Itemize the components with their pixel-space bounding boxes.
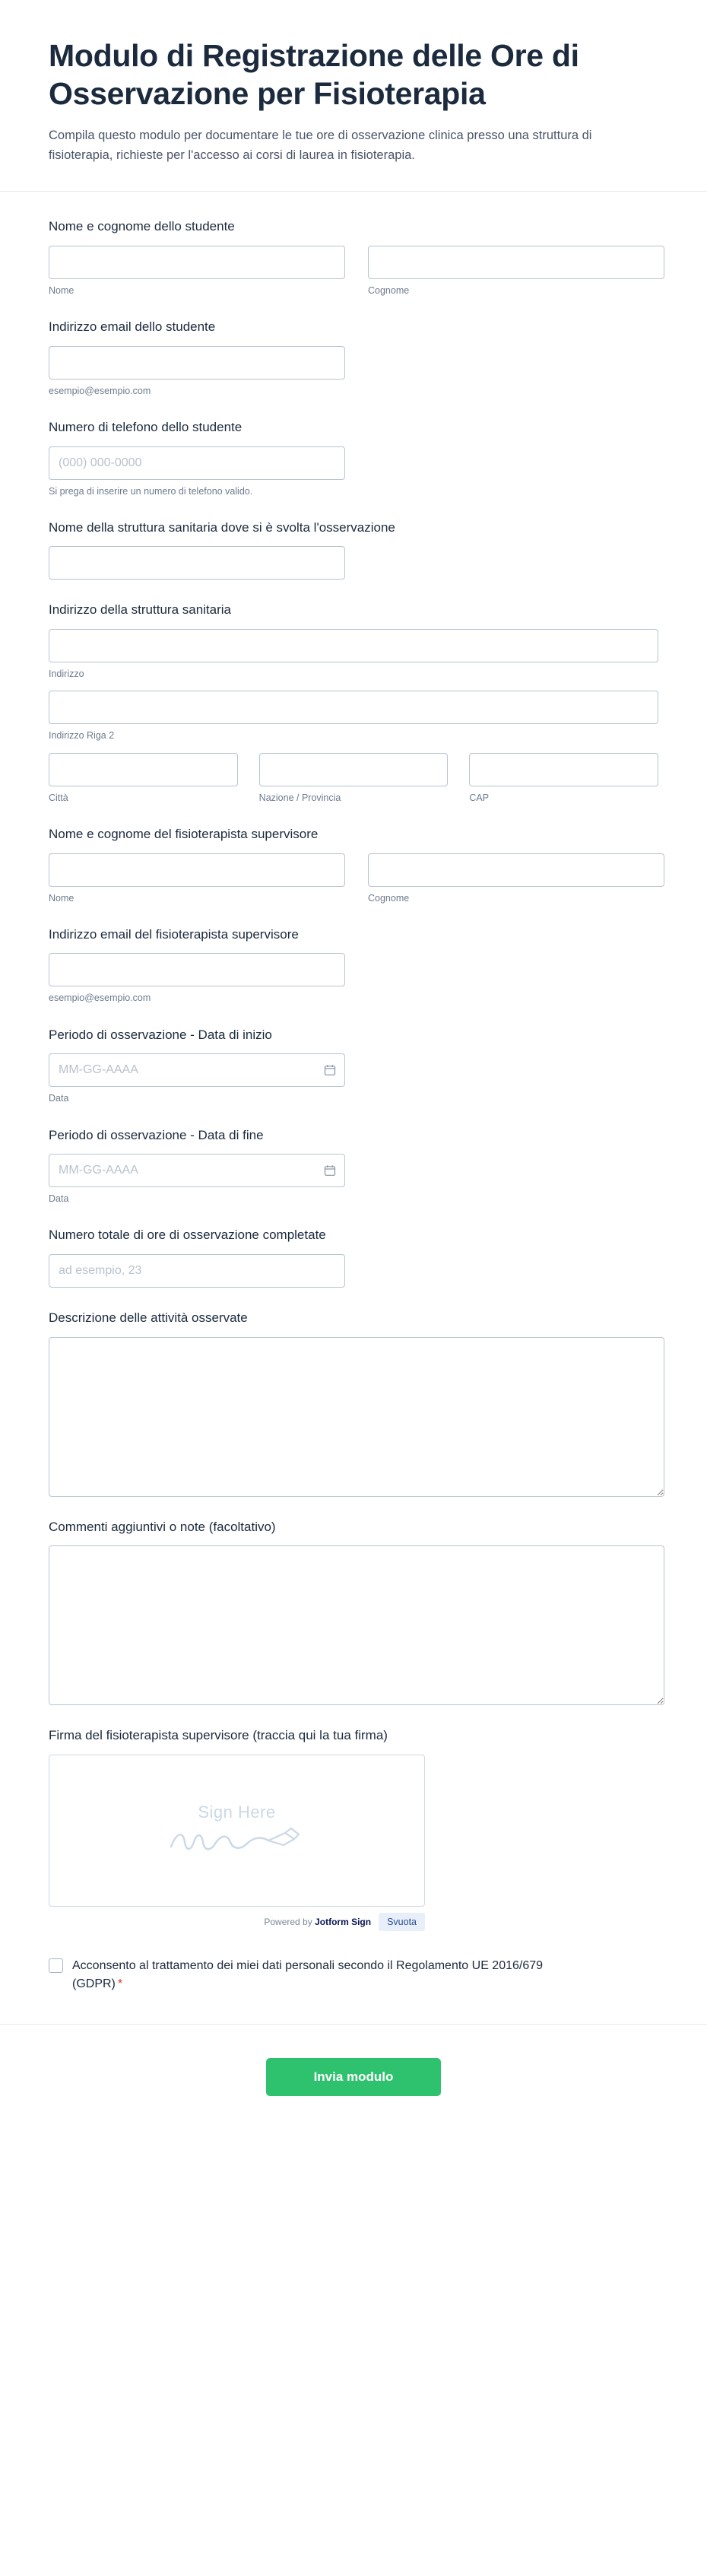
total-hours-input[interactable] (49, 1254, 345, 1288)
clear-signature-button[interactable]: Svuota (379, 1913, 425, 1931)
supervisor-last-name-input[interactable] (368, 853, 664, 887)
supervisor-first-name-group (49, 853, 345, 904)
address-city-group (49, 753, 238, 804)
student-phone-group (49, 446, 345, 497)
student-name-row (49, 246, 658, 297)
end-date-sublabel: Data (49, 1193, 69, 1205)
form-questions (0, 192, 707, 1993)
required-asterisk: * (117, 1977, 123, 1990)
end-date-group (49, 1154, 345, 1187)
signature-scribble-icon (157, 1824, 317, 1859)
question-supervisor-name (49, 825, 658, 904)
end-date-label: Periodo di osservazione - Data di fine (49, 1127, 264, 1142)
address-zip-input[interactable] (469, 753, 658, 786)
student-first-name-sublabel: Nome (49, 284, 75, 296)
address-street2-group (49, 691, 658, 742)
signature-label: Firma del fisioterapista supervisore (traccia qui la tua firma) (49, 1728, 388, 1743)
student-email-label: Indirizzo email dello studente (49, 319, 216, 335)
form-header (0, 0, 707, 192)
address-street-sublabel: Indirizzo (49, 669, 84, 680)
address-street-input[interactable] (49, 629, 658, 662)
supervisor-name-label: Nome e cognome del fisioterapista supervisore (49, 826, 319, 841)
student-email-group (49, 346, 345, 397)
supervisor-last-name-group (368, 853, 664, 904)
student-last-name-input[interactable] (368, 246, 664, 279)
supervisor-first-name-input[interactable] (49, 853, 345, 887)
facility-name-label: Nome della struttura sanitaria dove si è svolta l'osservazione (49, 519, 395, 535)
end-date-input[interactable] (49, 1154, 345, 1187)
address-street2-input[interactable] (49, 691, 658, 724)
activities-label: Descrizione delle attività osservate (49, 1310, 248, 1326)
start-date-sublabel: Data (49, 1093, 69, 1104)
powered-by-text (264, 1917, 371, 1927)
address-street-group (49, 629, 658, 680)
student-email-input[interactable] (49, 346, 345, 380)
signature-footer (49, 1913, 425, 1931)
supervisor-last-name-sublabel: Cognome (368, 892, 410, 904)
page-title: Modulo di Registrazione delle Ore di Osservazione per Fisioterapia (49, 38, 579, 112)
start-date-input[interactable] (49, 1053, 345, 1087)
supervisor-name-row (49, 853, 658, 904)
question-end-date (49, 1126, 658, 1205)
question-student-name (49, 218, 658, 297)
address-zip-group (469, 753, 658, 804)
supervisor-email-label: Indirizzo email del fisioterapista supervisore (49, 926, 299, 942)
address-zip-sublabel: CAP (469, 792, 490, 803)
question-signature (49, 1726, 658, 1931)
start-date-group (49, 1053, 345, 1087)
signature-placeholder (157, 1803, 317, 1859)
supervisor-email-group (49, 953, 345, 1004)
student-first-name-group (49, 246, 345, 297)
student-email-sublabel: esempio@esempio.com (49, 385, 151, 396)
comments-textarea[interactable] (49, 1545, 664, 1705)
supervisor-first-name-sublabel: Nome (49, 892, 75, 904)
form-description: Compila questo modulo per documentare le tue ore di osservazione clinica presso una struttura di fisioterapia, richieste per l'accesso ai corsi di laurea in fisioterapia. (49, 129, 592, 162)
facility-name-input[interactable] (49, 546, 345, 580)
consent-row (49, 1957, 658, 1993)
consent-label: Acconsento al trattamento dei miei dati personali secondo il Regolamento UE 2016/679 (GDPR) (72, 1958, 544, 1990)
address-city-state-zip-row (49, 753, 658, 804)
submit-button[interactable]: Invia modulo (266, 2058, 441, 2096)
student-last-name-sublabel: Cognome (368, 284, 410, 296)
signature-placeholder-text: Sign Here (198, 1802, 276, 1822)
facility-name-group (49, 546, 345, 580)
consent-checkbox[interactable] (49, 1958, 63, 1973)
student-name-label: Nome e cognome dello studente (49, 219, 235, 234)
activities-textarea[interactable] (49, 1337, 664, 1497)
consent-text (72, 1957, 559, 1993)
address-city-input[interactable] (49, 753, 238, 786)
student-last-name-group (368, 246, 664, 297)
powered-by-brand: Jotform Sign (315, 1916, 372, 1927)
question-student-email (49, 318, 658, 397)
question-facility-address (49, 601, 658, 803)
address-state-sublabel: Nazione / Provincia (258, 792, 341, 803)
student-phone-input[interactable] (49, 446, 345, 480)
question-student-phone (49, 418, 658, 497)
start-date-label: Periodo di osservazione - Data di inizio (49, 1027, 272, 1042)
facility-address-label: Indirizzo della struttura sanitaria (49, 602, 232, 618)
question-supervisor-email (49, 926, 658, 1005)
comments-label: Commenti aggiuntivi o note (facoltativo) (49, 1519, 276, 1534)
signature-pad[interactable] (49, 1755, 425, 1907)
student-first-name-input[interactable] (49, 246, 345, 279)
total-hours-group (49, 1254, 345, 1288)
question-total-hours (49, 1226, 658, 1288)
question-comments (49, 1518, 658, 1706)
question-facility-name (49, 519, 658, 580)
supervisor-email-input[interactable] (49, 953, 345, 986)
question-activities (49, 1309, 658, 1497)
supervisor-email-sublabel: esempio@esempio.com (49, 993, 151, 1004)
total-hours-label: Numero totale di ore di osservazione completate (49, 1228, 326, 1243)
address-state-group (259, 753, 449, 804)
student-phone-hint: Si prega di inserire un numero di telefono valido. (49, 485, 253, 497)
address-state-input[interactable] (259, 753, 449, 786)
student-phone-label: Numero di telefono dello studente (49, 419, 243, 434)
form-footer (0, 2024, 707, 2142)
powered-by-label: Powered by (264, 1916, 312, 1927)
question-start-date (49, 1026, 658, 1105)
address-city-sublabel: Città (49, 792, 68, 803)
address-street2-sublabel: Indirizzo Riga 2 (49, 730, 115, 742)
